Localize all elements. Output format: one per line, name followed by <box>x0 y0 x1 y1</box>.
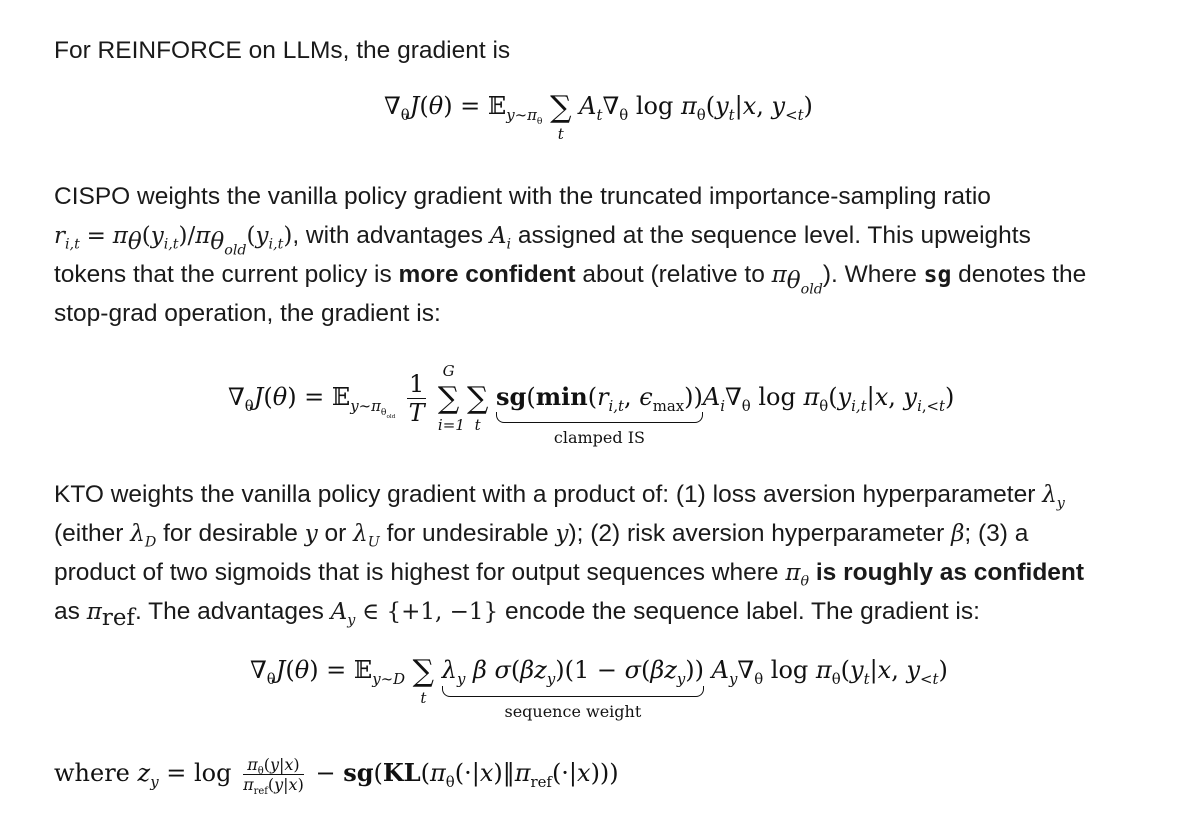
cispo-line-3c: ). Where <box>822 261 917 288</box>
cispo-paragraph-line-3: tokens that the current policy is more confident about (relative to $\pi_{\theta_{old}}$). Where sg denotes the <box>54 261 1087 298</box>
cispo-line-3d: denotes the <box>958 261 1087 288</box>
kto-line-2a: (either <box>54 520 124 547</box>
sequence-weight-brace: $\lambda_y$ β $\sigma(\beta z_y)(1 - \sigma(\beta z_y))$ sequence weight <box>441 656 705 721</box>
kto-paragraph-line-1: KTO weights the vanilla policy gradient with a product of: (1) loss aversion hyperparameter $\lambda_y$ <box>54 481 1065 512</box>
cispo-paragraph-line-1 <box>54 178 991 217</box>
kto-paragraph-line-4: as $\pi_{ref}$. The advantages $A_y$ ∈ {+1, −1} encode the sequence label. The gradient is: <box>54 598 980 631</box>
kto-line-4b: . The advantages <box>134 598 324 625</box>
z-definition-equation: where $z_y = \log$ $\frac{\pi_\theta(y|x)}{\pi_{ref}(y|x)}$ − $sg(KL(\pi_\theta(\cdot|x)‖\pi_{ref}(\cdot|x)))$ <box>54 755 619 798</box>
intro-paragraph <box>54 32 510 71</box>
where-text: where <box>54 759 130 787</box>
cispo-line-4: stop-grad operation, the gradient is: <box>54 300 441 327</box>
kto-line-2b: for desirable <box>163 520 298 547</box>
cispo-paragraph-line-2: $r_{i,t} = \pi_\theta(y_{i,t})/\pi_{\theta_{old}}(y_{i,t})$, with advantages $A_i$ assigned at the sequence level. This upweights <box>54 222 1031 259</box>
reinforce-equation: $\nabla_\theta J(\theta)$ = 𝔼$_{y\sim\pi_\theta}$ ∑ t $A_t\nabla_\theta$ $\log \pi_\theta(y_t|x$, $y_{<t}$) <box>384 89 813 143</box>
cispo-paragraph-line-4 <box>54 295 441 334</box>
cispo-line-3b: about (relative to <box>582 261 765 288</box>
cispo-line-3a: tokens that the current policy is <box>54 261 392 288</box>
cispo-equation: $\nabla_\theta J(\theta)$ = 𝔼$_{y\sim\pi_{\theta_{old}}}$ $\frac{1}{T}$ G ∑ i=1 ∑ t $sg(\min(r_{i,t}$, $\epsilon_{max}$)) clamped IS $A_i\nabla_\theta$ $\log \pi_\theta(y_{i,t}|x$, $y_{i,<t}$) <box>228 361 955 447</box>
cispo-line-2a: , with advantages <box>292 222 483 249</box>
sequence-weight-label: sequence weight <box>504 702 642 721</box>
kto-line-4a: as <box>54 598 80 625</box>
intro-text: For REINFORCE on LLMs, the gradient is <box>54 37 511 64</box>
kto-line-3a: product of two sigmoids that is highest for output sequences where <box>54 559 779 586</box>
kto-paragraph-line-2: (either $\lambda_D$ for desirable y or $\lambda_U$ for undesirable y); (2) risk aversion hyperparameter β; (3) a <box>54 520 1029 551</box>
clamped-is-brace: $sg(\min(r_{i,t}$, $\epsilon_{max}$)) clamped IS <box>496 382 703 447</box>
kto-line-2d: for undesirable <box>386 520 549 547</box>
kto-line-2c: or <box>324 520 347 547</box>
cispo-sg-text: sg <box>923 262 952 288</box>
kto-line-4c: encode the sequence label. The gradient is: <box>505 598 980 625</box>
kto-equation: $\nabla_\theta J(\theta)$ = 𝔼$_{y\sim D}$ ∑ t $\lambda_y$ β $\sigma(\beta z_y)(1 - \sigma(\beta z_y))$ sequence weight $A_y\nabla_\theta$ $\log \pi_\theta(y_t|x$, $y_{<t}$) <box>250 653 948 721</box>
kto-bold-text: is roughly as confident <box>815 559 1085 586</box>
kto-line-1: KTO weights the vanilla policy gradient with a product of: (1) loss aversion hyperparameter <box>54 481 1036 508</box>
cispo-line-2b: assigned at the sequence level. This upweights <box>517 222 1031 249</box>
cispo-line-1: CISPO weights the vanilla policy gradient with the truncated importance-sampling ratio <box>54 183 991 210</box>
kto-line-2e: ); (2) risk aversion hyperparameter <box>568 520 945 547</box>
kto-paragraph-line-3: product of two sigmoids that is highest for output sequences where $\pi_\theta$ is roughly as confident <box>54 559 1085 590</box>
clamped-is-label: clamped IS <box>553 428 645 447</box>
kto-line-2f: ; (3) a <box>964 520 1029 547</box>
cispo-bold-text: more confident <box>398 261 576 288</box>
